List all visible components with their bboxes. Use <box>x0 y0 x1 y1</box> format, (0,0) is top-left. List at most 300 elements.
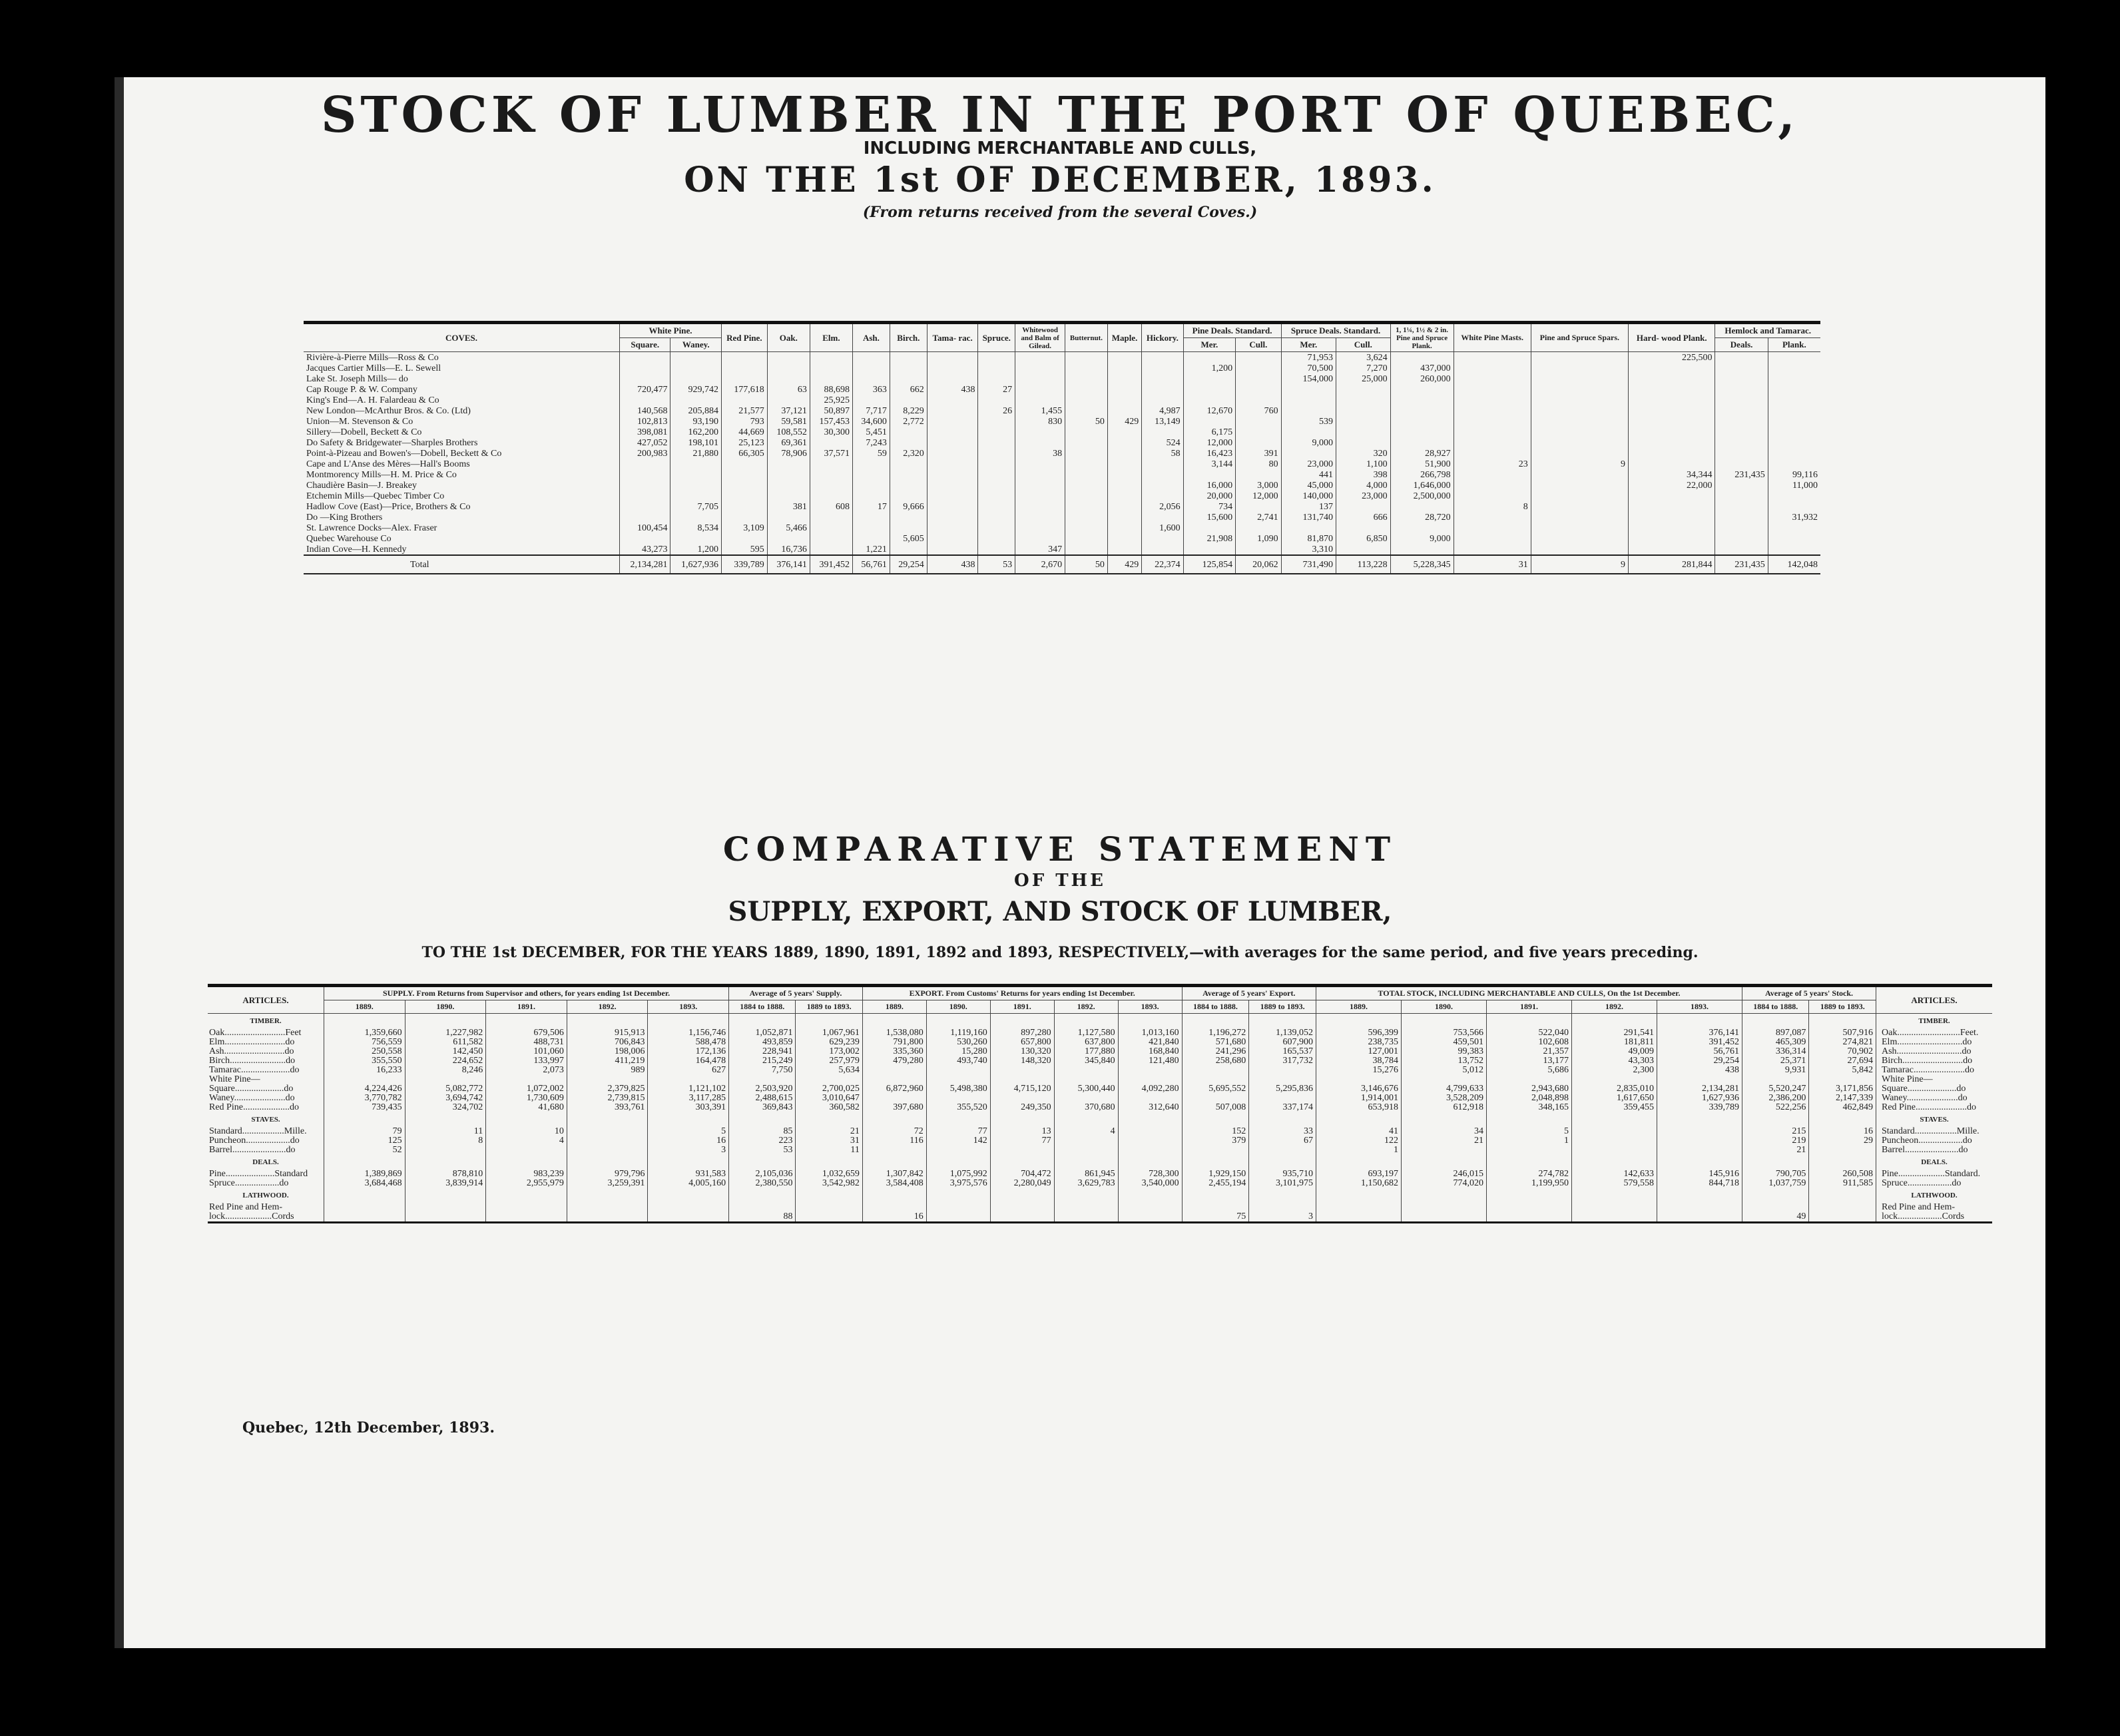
table-cell <box>1015 512 1065 523</box>
table-cell: 250,558 <box>324 1047 405 1056</box>
year-header: 1893. <box>1118 1000 1182 1014</box>
cove-name: Cap Rouge P. & W. Company <box>306 384 417 395</box>
article-name-right: Birch..........................do <box>1876 1056 1993 1066</box>
table-cell <box>1629 363 1715 373</box>
table-cell: 539 <box>1281 416 1336 427</box>
table-cell: 3,629,783 <box>1054 1179 1118 1188</box>
total-cell: 429 <box>1107 555 1141 574</box>
table-cell <box>862 1146 926 1155</box>
table-cell <box>721 501 767 512</box>
table-cell: 1,914,001 <box>1316 1094 1401 1103</box>
table-cell: 121,480 <box>1118 1056 1182 1066</box>
table-cell: 6,175 <box>1183 427 1236 437</box>
table-cell <box>1054 1203 1118 1212</box>
year-header: 1889. <box>1316 1000 1401 1014</box>
table-cell <box>1107 352 1141 363</box>
table-cell <box>1316 1212 1401 1223</box>
table-cell: 878,810 <box>405 1170 486 1179</box>
table-cell <box>1107 363 1141 373</box>
table-row <box>304 544 1820 555</box>
table-cell: 979,796 <box>567 1170 648 1179</box>
table-cell: 131,740 <box>1281 512 1336 523</box>
table-cell: 102,608 <box>1486 1038 1571 1047</box>
table-cell: 579,558 <box>1572 1179 1657 1188</box>
table-row <box>208 1094 1992 1103</box>
table-cell <box>670 512 721 523</box>
table-cell <box>1629 523 1715 533</box>
article-name-right: Standard..................Mille. <box>1876 1127 1993 1136</box>
empty-cell <box>990 1014 1054 1029</box>
table-cell <box>1486 1146 1571 1155</box>
section-label-right: DEALS. <box>1876 1155 1993 1170</box>
table-cell <box>853 512 890 523</box>
table-cell <box>1531 480 1628 491</box>
table-cell: 200,983 <box>620 448 670 459</box>
empty-cell <box>990 1155 1054 1170</box>
table-cell: 339,789 <box>1657 1103 1742 1112</box>
table-cell: 49 <box>1742 1212 1809 1223</box>
table-cell: 4 <box>486 1136 567 1146</box>
table-cell <box>796 1075 862 1084</box>
table-cell: 3,584,408 <box>862 1179 926 1188</box>
table-cell: 27,694 <box>1809 1056 1876 1066</box>
hemlock-deals-header: Deals. <box>1715 338 1768 352</box>
table-cell: 34 <box>1401 1127 1486 1136</box>
table-cell <box>1629 405 1715 416</box>
empty-cell <box>990 1112 1054 1127</box>
table-cell: 360,582 <box>796 1103 862 1112</box>
section-label: DEALS. <box>252 1158 279 1166</box>
table-cell <box>1183 395 1236 405</box>
table-cell: 345,840 <box>1054 1056 1118 1066</box>
empty-cell <box>729 1188 796 1203</box>
table-cell <box>729 1203 796 1212</box>
table-cell: 41,680 <box>486 1103 567 1112</box>
table-cell: 312,640 <box>1118 1103 1182 1112</box>
table-cell <box>862 1203 926 1212</box>
table-cell: 154,000 <box>1281 373 1336 384</box>
table-cell: 3,146,676 <box>1316 1084 1401 1094</box>
table-cell: 3,975,576 <box>926 1179 990 1188</box>
table-cell: 257,979 <box>796 1056 862 1066</box>
table-cell: 790,705 <box>1742 1170 1809 1179</box>
table-cell <box>1249 1094 1316 1103</box>
table-cell: 427,052 <box>620 437 670 448</box>
empty-cell <box>405 1014 486 1029</box>
table-cell <box>620 512 670 523</box>
table-cell <box>927 395 978 405</box>
empty-cell <box>926 1112 990 1127</box>
table-cell <box>1572 1146 1657 1155</box>
table-cell <box>1281 405 1336 416</box>
article-name: Elm..........................do <box>209 1037 295 1047</box>
table-cell <box>1715 448 1768 459</box>
table-cell <box>620 459 670 469</box>
table-cell: 23,000 <box>1281 459 1336 469</box>
cove-name: Cape and L'Anse des Mères—Hall's Booms <box>306 459 470 469</box>
table-cell <box>927 427 978 437</box>
table-cell: 21 <box>1742 1146 1809 1155</box>
table-cell <box>810 352 852 363</box>
table-cell <box>978 459 1015 469</box>
year-header: 1884 to 1888. <box>729 1000 796 1014</box>
pine-mer-header: Mer. <box>1183 338 1236 352</box>
empty-cell <box>862 1112 926 1127</box>
cove-name: Jacques Cartier Mills—E. L. Sewell <box>306 363 441 373</box>
table-cell <box>1531 523 1628 533</box>
table-cell <box>1390 437 1454 448</box>
table-cell <box>1182 1075 1249 1084</box>
table-cell: 43,303 <box>1572 1056 1657 1066</box>
table-cell: 10 <box>486 1127 567 1136</box>
table-cell <box>1336 501 1390 512</box>
table-cell <box>1281 448 1336 459</box>
cove-name: Hadlow Cove (East)—Price, Brothers & Co <box>306 501 471 512</box>
empty-cell <box>862 1014 926 1029</box>
table-cell <box>1454 416 1531 427</box>
table-cell <box>1142 427 1183 437</box>
table-cell <box>1454 523 1531 533</box>
table-cell <box>1336 384 1390 395</box>
total-cell: 20,062 <box>1236 555 1281 574</box>
table-cell <box>1107 395 1141 405</box>
table-cell: 381 <box>767 501 810 512</box>
table-cell <box>767 373 810 384</box>
table-cell: 15,280 <box>926 1047 990 1056</box>
table-cell <box>1768 544 1820 555</box>
table-cell <box>1531 544 1628 555</box>
comparative-table-body <box>208 1014 1992 1223</box>
table-cell: 1,156,746 <box>648 1028 729 1038</box>
table-cell: 172,136 <box>648 1047 729 1056</box>
table-cell: 1,100 <box>1336 459 1390 469</box>
table-cell <box>1107 405 1141 416</box>
table-cell: 274,821 <box>1809 1038 1876 1047</box>
table-cell <box>1107 469 1141 480</box>
table-row <box>304 480 1820 491</box>
empty-cell <box>1401 1014 1486 1029</box>
table-cell <box>978 480 1015 491</box>
empty-cell <box>1809 1188 1876 1203</box>
table-cell: 45,000 <box>1281 480 1336 491</box>
table-cell <box>862 1094 926 1103</box>
table-cell: 791,800 <box>862 1038 926 1047</box>
table-cell <box>1768 352 1820 363</box>
table-cell <box>1054 1066 1118 1075</box>
table-cell <box>1065 363 1108 373</box>
table-cell: 219 <box>1742 1136 1809 1146</box>
table-cell: 935,710 <box>1249 1170 1316 1179</box>
table-cell <box>1236 469 1281 480</box>
table-cell <box>486 1075 567 1084</box>
table-cell <box>1065 469 1108 480</box>
table-cell <box>670 373 721 384</box>
table-cell: 2,739,815 <box>567 1094 648 1103</box>
table-row <box>208 1075 1992 1084</box>
table-cell <box>1629 384 1715 395</box>
table-row <box>208 1212 1992 1223</box>
year-header: 1893. <box>648 1000 729 1014</box>
table-cell: 753,566 <box>1401 1028 1486 1038</box>
empty-cell <box>862 1188 926 1203</box>
table-cell: 370,680 <box>1054 1103 1118 1112</box>
table-cell: 162,200 <box>670 427 721 437</box>
table-cell <box>978 395 1015 405</box>
table-cell: 1,013,160 <box>1118 1028 1182 1038</box>
table-cell <box>1572 1212 1657 1223</box>
table-cell <box>927 512 978 523</box>
table-cell <box>1454 480 1531 491</box>
empty-cell <box>1249 1112 1316 1127</box>
table-cell <box>1054 1136 1118 1146</box>
table-cell: 127,001 <box>1316 1047 1401 1056</box>
table-cell: 205,884 <box>670 405 721 416</box>
empty-cell <box>729 1155 796 1170</box>
table-cell: 612,918 <box>1401 1103 1486 1112</box>
total-cell: 731,490 <box>1281 555 1336 574</box>
table-cell: 13,149 <box>1142 416 1183 427</box>
table-cell <box>978 533 1015 544</box>
table-cell: 629,239 <box>796 1038 862 1047</box>
comparative-heading: SUPPLY, EXPORT, AND STOCK OF LUMBER, <box>728 896 1392 927</box>
empty-cell <box>1118 1155 1182 1170</box>
empty-cell <box>486 1112 567 1127</box>
table-row <box>208 1028 1992 1038</box>
table-cell: 224,652 <box>405 1056 486 1066</box>
table-cell: 379 <box>1182 1136 1249 1146</box>
table-cell: 1,032,659 <box>796 1170 862 1179</box>
table-cell <box>1183 373 1236 384</box>
table-cell <box>1454 437 1531 448</box>
table-cell: 438 <box>1657 1066 1742 1075</box>
empty-cell <box>1118 1112 1182 1127</box>
table-row <box>208 1066 1992 1075</box>
article-name-right: Pine....................Standard. <box>1876 1170 1993 1179</box>
table-row <box>208 1056 1992 1066</box>
table-cell <box>890 363 927 373</box>
table-cell: 348,165 <box>1486 1103 1571 1112</box>
table-cell: 391,452 <box>1657 1038 1742 1047</box>
table-cell: 611,582 <box>405 1038 486 1047</box>
table-cell: 5,605 <box>890 533 927 544</box>
table-cell: 1,052,871 <box>729 1028 796 1038</box>
year-header: 1893. <box>1657 1000 1742 1014</box>
empty-cell <box>926 1188 990 1203</box>
section-label: STAVES. <box>251 1116 280 1124</box>
table-cell <box>1715 363 1768 373</box>
table-cell: 2,955,979 <box>486 1179 567 1188</box>
table-cell: 2,772 <box>890 416 927 427</box>
year-header: 1892. <box>1054 1000 1118 1014</box>
table-cell <box>1065 512 1108 523</box>
table-cell <box>1236 544 1281 555</box>
plank-header: 1, 1¼, 1½ & 2 in. Pine and Spruce Plank. <box>1390 323 1454 352</box>
table-cell <box>1531 352 1628 363</box>
table-row <box>304 363 1820 373</box>
empty-cell <box>567 1188 648 1203</box>
table-cell: 324,702 <box>405 1103 486 1112</box>
table-cell <box>810 480 852 491</box>
table-cell: 2,503,920 <box>729 1084 796 1094</box>
cove-name: King's End—A. H. Falardeau & Co <box>306 395 439 405</box>
table-cell: 739,435 <box>324 1103 405 1112</box>
table-cell <box>1768 437 1820 448</box>
table-cell: 335,360 <box>862 1047 926 1056</box>
table-cell <box>567 1146 648 1155</box>
table-cell <box>978 352 1015 363</box>
table-cell <box>853 363 890 373</box>
table-cell <box>927 363 978 373</box>
table-cell <box>1183 352 1236 363</box>
table-cell <box>767 352 810 363</box>
table-cell <box>1629 448 1715 459</box>
table-cell: 359,455 <box>1572 1103 1657 1112</box>
hardwood-header: Hard- wood Plank. <box>1629 323 1715 352</box>
table-cell <box>1107 448 1141 459</box>
table-cell: 3,000 <box>1236 480 1281 491</box>
table-cell <box>1336 405 1390 416</box>
table-cell <box>853 480 890 491</box>
table-cell <box>1107 501 1141 512</box>
table-cell: 2,835,010 <box>1572 1084 1657 1094</box>
table-cell <box>721 373 767 384</box>
table-cell <box>567 1127 648 1136</box>
table-cell: 637,800 <box>1054 1038 1118 1047</box>
total-cell: 231,435 <box>1715 555 1768 574</box>
total-row <box>304 555 1820 574</box>
table-cell: 5,520,247 <box>1742 1084 1809 1094</box>
table-cell: 2,741 <box>1236 512 1281 523</box>
table-cell: 8,246 <box>405 1066 486 1075</box>
table-cell <box>567 1136 648 1146</box>
table-cell: 274,782 <box>1486 1170 1571 1179</box>
cove-name: Indian Cove—H. Kennedy <box>306 544 407 554</box>
table-cell <box>670 352 721 363</box>
table-cell: 81,870 <box>1281 533 1336 544</box>
total-cell: 113,228 <box>1336 555 1390 574</box>
table-row <box>304 469 1820 480</box>
table-row <box>304 384 1820 395</box>
table-cell: 5,295,836 <box>1249 1084 1316 1094</box>
table-cell: 177,880 <box>1054 1047 1118 1056</box>
table-cell: 16,423 <box>1183 448 1236 459</box>
table-row <box>304 416 1820 427</box>
table-cell: 34,600 <box>853 416 890 427</box>
table-row <box>304 491 1820 501</box>
table-cell <box>1236 352 1281 363</box>
empty-cell <box>926 1014 990 1029</box>
table-cell <box>890 427 927 437</box>
table-cell: 116 <box>862 1136 926 1146</box>
table-cell <box>1236 427 1281 437</box>
table-cell <box>1065 395 1108 405</box>
cove-name: Lake St. Joseph Mills— do <box>306 373 408 384</box>
table-cell: 12,000 <box>1236 491 1281 501</box>
table-cell <box>1015 384 1065 395</box>
empty-cell <box>1182 1155 1249 1170</box>
article-name-right: Waney......................do <box>1876 1094 1993 1103</box>
table-cell: 774,020 <box>1401 1179 1486 1188</box>
table-cell <box>1015 437 1065 448</box>
table-cell <box>1657 1146 1742 1155</box>
table-cell <box>1015 533 1065 544</box>
table-cell: 125 <box>324 1136 405 1146</box>
table-cell <box>1531 437 1628 448</box>
total-cell: 2,134,281 <box>620 555 670 574</box>
table-cell: 1,121,102 <box>648 1084 729 1094</box>
table-cell <box>1118 1094 1182 1103</box>
table-cell: 607,900 <box>1249 1038 1316 1047</box>
table-cell <box>890 459 927 469</box>
table-cell: 49,009 <box>1572 1047 1657 1056</box>
empty-cell <box>1742 1014 1809 1029</box>
table-cell: 99,116 <box>1768 469 1820 480</box>
cove-name: Rivière-à-Pierre Mills—Ross & Co <box>306 352 439 363</box>
table-cell <box>1657 1136 1742 1146</box>
table-cell <box>1142 533 1183 544</box>
table-cell: 122 <box>1316 1136 1401 1146</box>
table-cell <box>1249 1066 1316 1075</box>
table-cell: 7,270 <box>1336 363 1390 373</box>
table-cell <box>1531 405 1628 416</box>
table-cell <box>670 480 721 491</box>
table-cell: 21 <box>1401 1136 1486 1146</box>
table-cell: 3,839,914 <box>405 1179 486 1188</box>
table-cell <box>1054 1146 1118 1155</box>
table-cell: 260,508 <box>1809 1170 1876 1179</box>
table-cell <box>1768 405 1820 416</box>
article-name: Waney......................do <box>209 1093 295 1103</box>
table-row <box>208 1084 1992 1094</box>
stock-header: TOTAL STOCK, INCLUDING MERCHANTABLE AND CULLS, On the 1st December. <box>1316 986 1742 1000</box>
table-cell <box>1107 533 1141 544</box>
table-cell <box>1107 437 1141 448</box>
table-cell <box>1572 1203 1657 1212</box>
table-cell: 4,224,426 <box>324 1084 405 1094</box>
table-cell: 5,686 <box>1486 1066 1571 1075</box>
spruce-header: Spruce. <box>978 323 1015 352</box>
table-cell <box>1629 501 1715 512</box>
table-cell: 59 <box>853 448 890 459</box>
table-cell: 3 <box>648 1146 729 1155</box>
table-cell: 16 <box>862 1212 926 1223</box>
table-cell: 704,472 <box>990 1170 1054 1179</box>
table-cell <box>1715 416 1768 427</box>
table-cell <box>990 1212 1054 1223</box>
hickory-header: Hickory. <box>1142 323 1183 352</box>
article-name-right: Red Pine and Hem- <box>1876 1203 1993 1212</box>
table-cell: 465,309 <box>1742 1038 1809 1047</box>
cove-name: New London—McArthur Bros. & Co. (Ltd) <box>306 405 471 416</box>
table-cell <box>1715 523 1768 533</box>
table-cell: 173,002 <box>796 1047 862 1056</box>
table-cell <box>729 1075 796 1084</box>
white-pine-header: White Pine. <box>620 323 722 338</box>
table-cell <box>767 512 810 523</box>
table-cell: 627 <box>648 1066 729 1075</box>
spruce-cull-header: Cull. <box>1336 338 1390 352</box>
table-cell <box>890 469 927 480</box>
table-cell: 16,736 <box>767 544 810 555</box>
table-cell: 1,119,160 <box>926 1028 990 1038</box>
total-cell: 391,452 <box>810 555 852 574</box>
table-cell: 260,000 <box>1390 373 1454 384</box>
table-cell: 20,000 <box>1183 491 1236 501</box>
table-cell <box>1107 544 1141 555</box>
table-cell: 28,720 <box>1390 512 1454 523</box>
table-cell: 391 <box>1236 448 1281 459</box>
table-cell <box>1015 469 1065 480</box>
